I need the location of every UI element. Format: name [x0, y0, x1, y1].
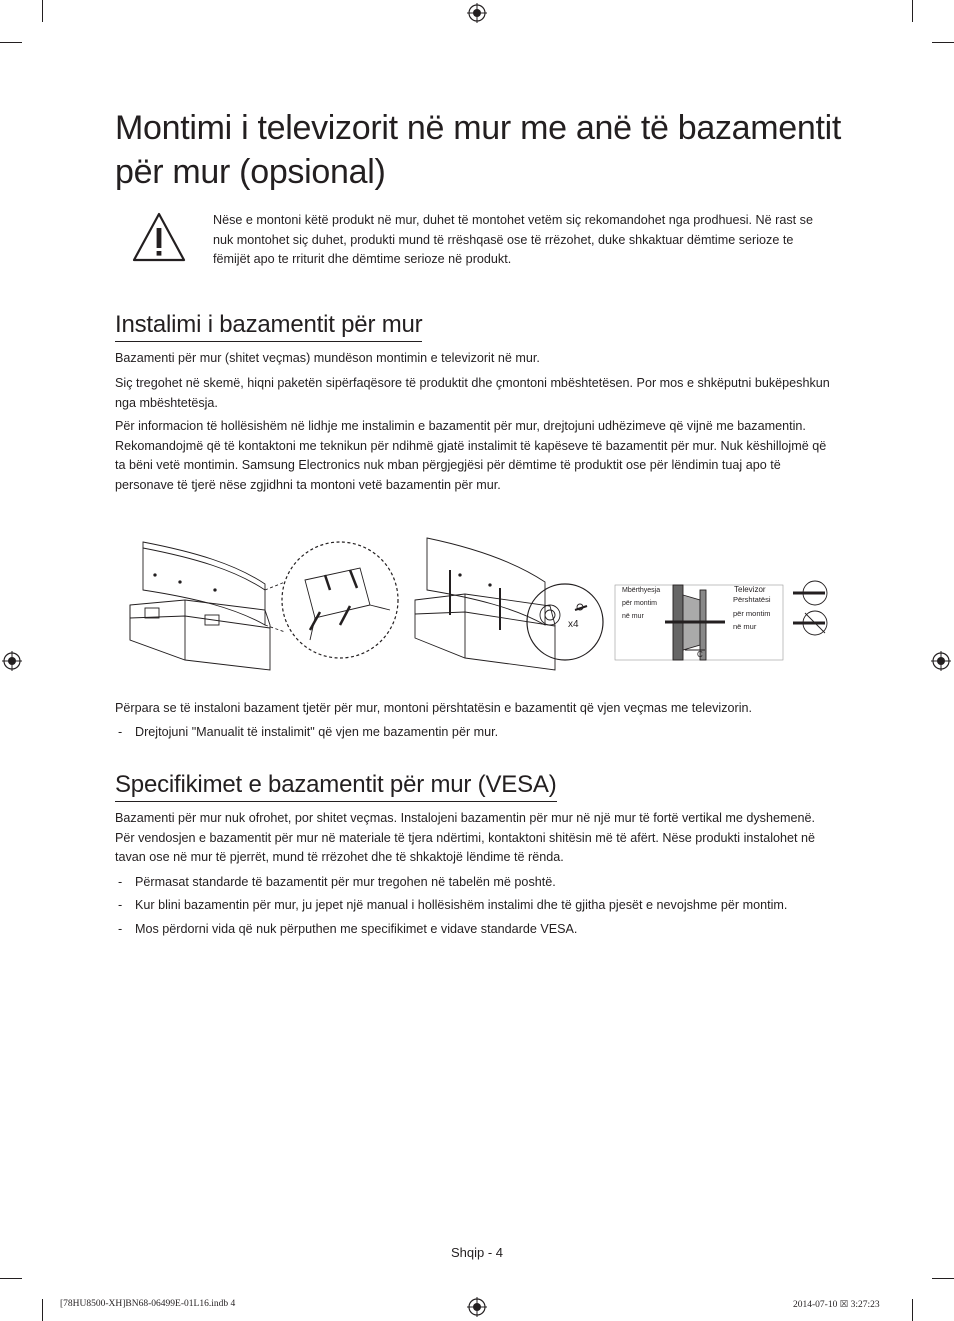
diagram-count-label: x4 [568, 619, 579, 630]
bullet-dash: - [118, 725, 123, 739]
list-item [115, 873, 835, 893]
list-item-text: Kur blini bazamentin për mur, ju jepet një manual i hollësishëm instalimi dhe të gjitha pjesët e nevojshme për montim. [135, 898, 788, 912]
diagram-label-wall-mount-2: për montim [622, 600, 658, 607]
page-number: Shqip - 4 [450, 1245, 504, 1260]
section-heading-installation: Instalimi i bazamentit për mur [115, 310, 422, 342]
list-item-text: Drejtojuni "Manualit të instalimit" që vjen me bazamentin për mur. [135, 725, 499, 739]
diagram-label-wall-mount-3: në mur [622, 613, 644, 620]
list-item [115, 723, 835, 743]
paragraph: Bazamenti për mur nuk ofrohet, por shitet veçmas. Instalojeni bazamentin për mur në një mur të fortë vertikal me dyshemenë. Për vendosjen e bazamentit për mur në materiale të tjera ndërtimi, kontaktoni shitësin më të afërt. Nëse produkti instalohet në tavan ose në mur të pjerrët, mund të rrëzohet dhe të shkaktojë lëndime të rënda. [115, 811, 816, 864]
bullet-dash: - [118, 898, 123, 912]
paragraph: Bazamenti për mur (shitet veçmas) mundëson montimin e televizorit në mur. [115, 351, 540, 365]
crop-mark [0, 42, 22, 43]
wall-mount-diagram [125, 530, 840, 680]
diagram-label-adapter-3: në mur [733, 622, 757, 631]
diagram-label-c: C [697, 650, 703, 659]
diagram-label-tv: Televizor [734, 585, 766, 594]
paragraph: Përpara se të instaloni bazament tjetër për mur, montoni përshtatësin e bazamentit që vjen veçmas me televizorin. [115, 701, 753, 715]
crop-mark [42, 0, 43, 22]
slug-left: [78HU8500-XH]BN68-06499E-01L16.indb 4 [60, 1299, 236, 1309]
crop-mark [932, 42, 954, 43]
diagram-label-adapter-2: për montim [733, 609, 771, 618]
crop-mark [912, 0, 913, 22]
warning-text: Nëse e montoni këtë produkt në mur, duhet të montohet vetëm siç rekomandohet nga prodhuesi. Në rast se nuk montohet siç duhet, produkti mund të rrëshqasë ose të rrëzohet, duke shkaktuar dëmtime serioze te fëmijët apo te rriturit dhe dëmtime serioze në produkt. [213, 213, 813, 266]
registration-mark-icon [931, 651, 951, 671]
list-item [115, 920, 835, 940]
paragraph: Për informacion të hollësishëm në lidhje me instalimin e bazamentit për mur, drejtojuni udhëzimeve që vijnë me bazamentin. Rekomandojmë që të kontaktoni me teknikun për ndihmë gjatë instalimit të kapëseve të bazamentit për mur. Nuk këshillojmë që ta bëni vetë montimin. Samsung Electronics nuk mban përgjegjësi për dëmtime të produktit ose për lëndimin tuaj apo të personave të tjerë nëse zgjidhni ta montoni vetë bazamentin për mur. [115, 419, 827, 492]
crop-mark [912, 1299, 913, 1321]
page-title: Montimi i televizorit në mur me anë të bazamentit për mur (opsional) [115, 109, 842, 191]
list-item-text: Mos përdorni vida që nuk përputhen me specifikimet e vidave standarde VESA. [135, 922, 578, 936]
registration-mark-icon [467, 3, 487, 23]
diagram-label-adapter-1: Përshtatësi [733, 595, 771, 604]
crop-mark [42, 1299, 43, 1321]
warning-triangle-icon [131, 211, 187, 263]
crop-mark [0, 1278, 22, 1279]
section-heading-vesa: Specifikimet e bazamentit për mur (VESA) [115, 770, 557, 802]
list-item-text: Përmasat standarde të bazamentit për mur tregohen në tabelën më poshtë. [135, 875, 556, 889]
slug-right: 2014-07-10 ☒ 3:27:23 [793, 1300, 880, 1310]
bullet-dash: - [118, 922, 123, 936]
paragraph: Siç tregohet në skemë, hiqni paketën sipërfaqësore të produktit dhe çmontoni mbështetësen. Por mos e shkëputni bukëpeshkun nga mbështetësja. [115, 376, 830, 410]
list-item [115, 896, 835, 916]
diagram-label-wall-mount-1: Mbërthyesja [622, 587, 661, 594]
registration-mark-icon [467, 1297, 487, 1317]
crop-mark [932, 1278, 954, 1279]
registration-mark-icon [2, 651, 22, 671]
bullet-dash: - [118, 875, 123, 889]
